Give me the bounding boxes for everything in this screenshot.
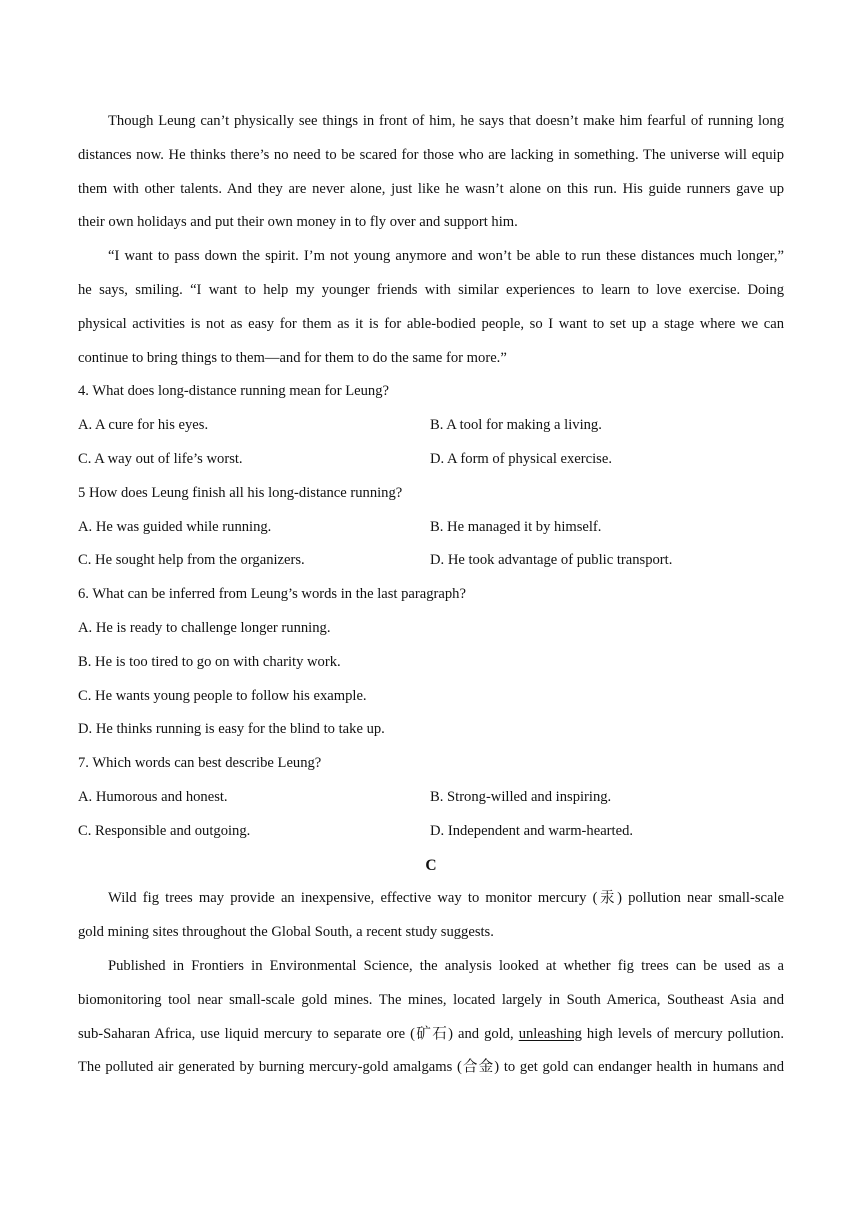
- text-line: them with other talents. And they are never alone, just like he wasn’t alone on this run. His guide runners gave up: [78, 180, 784, 197]
- text-line: biomonitoring tool near small-scale gold mines. The mines, located largely in South America, Southeast Asia and: [78, 991, 784, 1008]
- option-b: B. Strong-willed and inspiring.: [430, 788, 612, 805]
- option-d: D. Independent and warm-hearted.: [430, 822, 634, 839]
- options-row: [78, 511, 784, 545]
- passage-c-paragraph-1: [78, 882, 784, 950]
- text-segment: high levels of mercury pollution.: [581, 1025, 784, 1042]
- section-heading: C: [425, 856, 437, 874]
- option-c: C. Responsible and outgoing.: [78, 822, 251, 839]
- question-stem: 7. Which words can best describe Leung?: [78, 755, 322, 772]
- passage-b-paragraph-2: [78, 240, 784, 375]
- option-b: B. He managed it by himself.: [430, 518, 602, 535]
- question-stem: 5 How does Leung finish all his long-distance running?: [78, 484, 403, 501]
- question-stem: 6. What can be inferred from Leung’s words in the last paragraph?: [78, 586, 466, 603]
- options-row: [78, 544, 784, 578]
- option-c: C. A way out of life’s worst.: [78, 450, 243, 467]
- option-d: D. He took advantage of public transport.: [430, 552, 673, 569]
- option-b: B. A tool for making a living.: [430, 417, 602, 434]
- document-page: [78, 105, 784, 1085]
- options-row: [78, 815, 784, 849]
- text-line: gold mining sites throughout the Global South, a recent study suggests.: [78, 924, 494, 941]
- text-line: Wild fig trees may provide an inexpensive, effective way to monitor mercury (汞) pollution near small-scale: [108, 890, 784, 907]
- text-line: their own holidays and put their own money in to fly over and support him.: [78, 214, 518, 231]
- question-stem: 4. What does long-distance running mean for Leung?: [78, 383, 389, 400]
- question-6: [78, 578, 784, 747]
- text-line: distances now. He thinks there’s no need to be scared for those who are lacking in something. The universe will equip: [78, 146, 784, 163]
- text-line: he says, smiling. “I want to help my younger friends with similar experiences to learn to love exercise. Doing: [78, 281, 784, 298]
- question-5: [78, 477, 784, 578]
- passage-b-paragraph-1: [78, 105, 784, 240]
- text-segment: sub-Saharan Africa, use liquid mercury to separate ore (矿石) and gold,: [78, 1025, 519, 1042]
- text-line: continue to bring things to them—and for them to do the same for more.”: [78, 349, 507, 366]
- option-a: A. A cure for his eyes.: [78, 417, 209, 434]
- options-row: [78, 443, 784, 477]
- text-line: [78, 1018, 784, 1052]
- option-d: D. He thinks running is easy for the blind to take up.: [78, 721, 385, 738]
- question-4: [78, 375, 784, 476]
- text-line: physical activities is not as easy for them as it is for able-bodied people, so I want to set up a stage where we can: [78, 315, 784, 332]
- option-d: D. A form of physical exercise.: [430, 450, 612, 467]
- text-line: “I want to pass down the spirit. I’m not young anymore and won’t be able to run these distances much longer,”: [108, 248, 784, 265]
- option-b: B. He is too tired to go on with charity work.: [78, 653, 341, 670]
- options-row: [78, 781, 784, 815]
- text-line: The polluted air generated by burning mercury-gold amalgams (合金) to get gold can endanger health in humans and: [78, 1059, 784, 1076]
- text-line: Though Leung can’t physically see things in front of him, he says that doesn’t make him fearful of running long: [108, 113, 784, 129]
- passage-c-paragraph-2: [78, 950, 784, 1085]
- underlined-word: unleashing: [518, 1025, 582, 1042]
- option-a: A. He was guided while running.: [78, 518, 272, 535]
- text-line: Published in Frontiers in Environmental Science, the analysis looked at whether fig trees can be used as a: [108, 957, 784, 974]
- question-7: [78, 747, 784, 848]
- option-c: C. He wants young people to follow his example.: [78, 687, 367, 704]
- option-a: A. Humorous and honest.: [78, 788, 228, 805]
- options-row: [78, 409, 784, 443]
- option-a: A. He is ready to challenge longer running.: [78, 619, 331, 636]
- option-c: C. He sought help from the organizers.: [78, 552, 305, 569]
